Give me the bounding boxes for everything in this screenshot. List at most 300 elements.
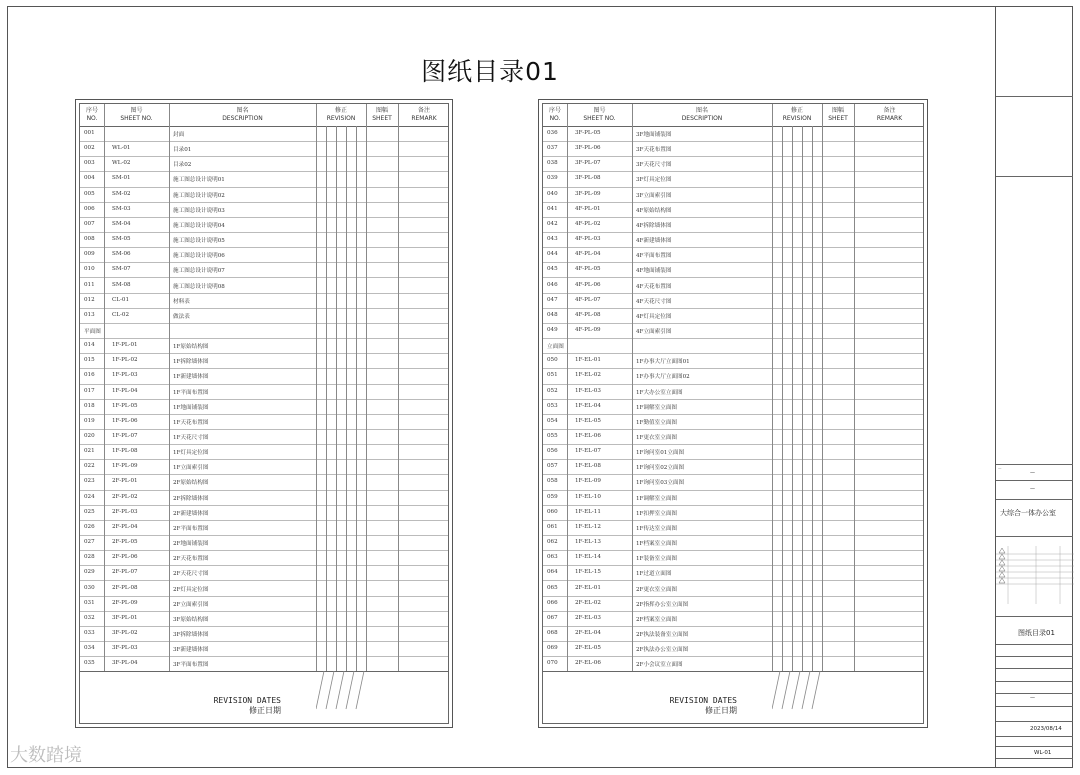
table-row	[543, 565, 923, 581]
sheet-number: 1F-EL-03	[575, 387, 601, 394]
row-number: 028	[84, 554, 95, 561]
revision-triangle-icon	[999, 578, 1005, 583]
sheet-number: 1F-PL-09	[112, 463, 138, 470]
sheet-number: 1F-EL-11	[575, 508, 601, 515]
sheet-description: 2F小会议室立面图	[636, 662, 683, 669]
revision-slant	[336, 671, 344, 709]
table-row	[80, 535, 448, 551]
sheet-description: 2F新建墙体图	[173, 510, 209, 517]
row-number: 039	[547, 175, 558, 182]
sheet-description: 1F过道立面图	[636, 571, 672, 578]
sheet-description: 施工图总设计说明05	[173, 238, 225, 245]
sheet-description: 3F新建墙体图	[173, 647, 209, 654]
sheet-number: 1F-PL-04	[112, 387, 138, 394]
sheet-number: 1F-EL-13	[575, 539, 601, 546]
table-row	[543, 490, 923, 506]
row-number: 021	[84, 448, 95, 455]
sheet-description: 1F天花布置图	[173, 419, 209, 426]
drawing-date: 2023/08/14	[1030, 726, 1062, 732]
sheet-description: 1F询问室01立面图	[636, 450, 685, 457]
row-number: 026	[84, 523, 95, 530]
sheet-number: 2F-PL-04	[112, 523, 138, 530]
sheet-description: 4F原始结构图	[636, 207, 672, 214]
sheet-number: 1F-EL-07	[575, 448, 601, 455]
row-number: 038	[547, 160, 558, 167]
row-number: 054	[547, 417, 558, 424]
sheet-description: 4F天花布置图	[636, 283, 672, 290]
header-sheet-no: 图号 SHEET NO.	[583, 107, 616, 122]
sheet-description: 3F天花尺寸图	[636, 162, 672, 169]
sheet-number: 1F-EL-08	[575, 463, 601, 470]
sheet-description: 4F立面索引图	[636, 328, 672, 335]
watermark-logo: 大数踏境	[10, 745, 82, 766]
sheet-number: 3F-PL-03	[112, 645, 138, 652]
revision-slant	[356, 671, 364, 709]
revision-subcolumn	[356, 126, 357, 671]
sheet-number: 1F-EL-15	[575, 569, 601, 576]
row-number: 046	[547, 281, 558, 288]
sheet-description: 4F新建墙体图	[636, 238, 672, 245]
row-number: 034	[84, 645, 95, 652]
sheet-number: 4F-PL-04	[575, 251, 601, 258]
table-row	[80, 505, 448, 521]
sheet-description: 1F灯具定位图	[173, 450, 209, 457]
table-row	[80, 156, 448, 172]
table-row	[80, 202, 448, 218]
sheet-description: 1F办事大厅立面图01	[636, 359, 690, 366]
table-row	[543, 596, 923, 612]
row-number: 056	[547, 448, 558, 455]
sheet-description: 1F新建墙体图	[173, 374, 209, 381]
row-number: 025	[84, 508, 95, 515]
table-row	[543, 535, 923, 551]
table-row	[543, 247, 923, 263]
table-footer-divider	[80, 671, 448, 672]
sheet-description: 1F拆除墙体图	[173, 359, 209, 366]
row-number: 007	[84, 220, 95, 227]
revision-slant	[346, 671, 354, 709]
sheet-description: 2F立面索引图	[173, 601, 209, 608]
table-row	[80, 626, 448, 642]
table-row	[80, 384, 448, 400]
table-row	[543, 641, 923, 657]
revision-subcolumn	[346, 126, 347, 671]
row-number: 005	[84, 190, 95, 197]
table-row	[80, 293, 448, 309]
sheet-description: 施工图总设计说明07	[173, 268, 225, 275]
header-remark: 备注 REMARK	[411, 107, 437, 122]
sheet-number: 3F-PL-01	[112, 614, 138, 621]
table-row	[80, 399, 448, 415]
revision-subcolumn	[802, 126, 803, 671]
sheet-description: 1F传达室立面图	[636, 525, 678, 532]
table-row	[80, 565, 448, 581]
sheet-description: 1F调解室立面图	[636, 495, 678, 502]
table-row	[543, 474, 923, 490]
table-row	[80, 141, 448, 157]
sheet-description: 1F办事大厅立面图02	[636, 374, 690, 381]
table-row	[80, 353, 448, 369]
sheet-description: 4F平面布置图	[636, 253, 672, 260]
row-number: 053	[547, 402, 558, 409]
table-row	[80, 232, 448, 248]
project-name: 大综合一体办公室	[1000, 509, 1056, 517]
table-row	[80, 641, 448, 657]
revision-triangle-icon	[999, 560, 1005, 565]
row-number: 041	[547, 205, 558, 212]
header-revision: 修正 REVISION	[782, 107, 812, 122]
sheet-description: 材料表	[173, 298, 190, 305]
sheet-number: 3F-PL-09	[575, 190, 601, 197]
table-row	[543, 126, 923, 142]
sheet-description: 1F天花尺寸图	[173, 435, 209, 441]
row-number: 033	[84, 629, 95, 636]
field-dash-1: —	[1030, 470, 1035, 476]
sheet-description: 1F扣押室立面图	[636, 510, 678, 517]
sheet-number: WL-01	[112, 145, 131, 152]
table-row	[543, 171, 923, 187]
table-row	[80, 414, 448, 430]
table-row	[543, 626, 923, 642]
sheet-number: 2F-PL-02	[112, 493, 138, 500]
sheet-description: 2F天花布置图	[173, 556, 209, 563]
sheet-number: 1F-EL-02	[575, 372, 601, 379]
revision-slant	[802, 671, 810, 709]
row-number: 047	[547, 296, 558, 303]
row-number: 003	[84, 160, 95, 167]
table-row	[543, 414, 923, 430]
table-row	[80, 171, 448, 187]
column-divider	[567, 104, 568, 671]
revision-subcolumn	[812, 126, 813, 671]
row-number: 015	[84, 357, 95, 364]
sheet-number: 1F-PL-01	[112, 342, 138, 349]
row-number: 040	[547, 190, 558, 197]
table-row	[543, 338, 923, 354]
row-number: 036	[547, 130, 558, 136]
sheet-description: 2F灯具定位图	[173, 586, 209, 593]
row-number: 019	[84, 417, 95, 424]
table-row	[80, 520, 448, 536]
table-row	[543, 550, 923, 566]
table-row	[80, 444, 448, 460]
row-number: 010	[84, 266, 95, 273]
revision-subcolumn	[336, 126, 337, 671]
sheet-number: 4F-PL-06	[575, 281, 601, 288]
sheet-description: 施工图总设计说明06	[173, 253, 225, 260]
sheet-number: SM-01	[112, 175, 131, 182]
sheet-number: 2F-PL-01	[112, 478, 138, 485]
sheet-number: 1F-EL-05	[575, 417, 601, 424]
sheet-description: 目录01	[173, 147, 192, 154]
sheet-number: 1F-PL-05	[112, 402, 138, 409]
table-row	[80, 323, 448, 339]
row-number: 031	[84, 599, 95, 606]
sheet-number: 4F-PL-02	[575, 220, 601, 227]
sheet-number: 1F-EL-09	[575, 478, 601, 485]
sheet-description: 3F地面铺装图	[636, 132, 672, 138]
header-no: 序号 NO.	[85, 107, 98, 122]
table-row	[543, 399, 923, 415]
revision-date-slants	[772, 671, 832, 711]
row-number: 055	[547, 433, 558, 439]
row-number: 001	[84, 130, 95, 136]
header-sheet: 图幅 SHEET	[372, 107, 392, 122]
table-row	[80, 611, 448, 627]
drawing-index-table-left	[75, 99, 453, 728]
sheet-number: 2F-EL-05	[575, 645, 601, 652]
sheet-number: 3F-PL-02	[112, 629, 138, 636]
sheet-number: 1F-PL-07	[112, 433, 138, 439]
table-row	[543, 217, 923, 233]
sheet-number: 1F-PL-06	[112, 417, 138, 424]
drawing-title: 图纸目录01	[1018, 629, 1055, 637]
sheet-number: 4F-PL-03	[575, 236, 601, 243]
table-row	[543, 187, 923, 203]
row-number: 011	[84, 281, 95, 288]
table-row	[543, 444, 923, 460]
sheet-description: 封面	[173, 132, 185, 138]
table-header	[80, 104, 448, 127]
sheet-number: 2F-EL-03	[575, 614, 601, 621]
sheet-description: 施工图总设计说明01	[173, 177, 225, 184]
revision-triangle-icon	[999, 566, 1005, 571]
row-number: 066	[547, 599, 558, 606]
table-row	[543, 505, 923, 521]
sheet-number: 1F-EL-06	[575, 433, 601, 439]
table-row	[543, 611, 923, 627]
sheet-description: 4F天花尺寸图	[636, 298, 672, 305]
table-row	[80, 126, 448, 142]
revision-triangle-icon	[999, 572, 1005, 577]
sheet-description: 1F档案室立面图	[636, 541, 678, 548]
revision-date-slants	[316, 671, 376, 711]
table-row	[80, 187, 448, 203]
sheet-number: CL-01	[112, 296, 130, 303]
sheet-description: 3F天花布置图	[636, 147, 672, 154]
sheet-number: SM-06	[112, 251, 131, 258]
row-number: 042	[547, 220, 558, 227]
sheet-description: 施工图总设计说明04	[173, 222, 225, 229]
row-number: 057	[547, 463, 558, 470]
table-row	[80, 490, 448, 506]
column-divider	[772, 104, 773, 671]
sheet-number: SM-03	[112, 205, 131, 212]
table-row	[543, 353, 923, 369]
sheet-number: 4F-PL-07	[575, 296, 601, 303]
row-number: 050	[547, 357, 558, 364]
column-divider	[316, 104, 317, 671]
sheet-number: SM-08	[112, 281, 131, 288]
row-number: 023	[84, 478, 95, 485]
sheet-number: 2F-PL-08	[112, 584, 138, 591]
sheet-description: 3F灯具定位图	[636, 177, 672, 184]
sheet-description: 1F调解室立面图	[636, 404, 678, 411]
sheet-number: SM-02	[112, 190, 131, 197]
field-dash-3: —	[1030, 695, 1035, 701]
sheet-description: 2F拆除墙体图	[173, 495, 209, 502]
sheet-description: 1F更衣室立面图	[636, 435, 678, 441]
row-number: 068	[547, 629, 558, 636]
sheet-description: 1F勤值室立面图	[636, 419, 678, 426]
row-number: 022	[84, 463, 95, 470]
sheet-number: 2F-EL-04	[575, 629, 601, 636]
row-number: 049	[547, 326, 558, 333]
sheet-number: 1F-EL-04	[575, 402, 601, 409]
table-row	[543, 141, 923, 157]
revision-slant	[812, 671, 820, 709]
row-number: 062	[547, 539, 558, 546]
header-sheet-no: 图号 SHEET NO.	[120, 107, 153, 122]
sheet-number: 2F-EL-06	[575, 660, 601, 667]
sheet-description: 2F执法装备室立面图	[636, 631, 689, 638]
title-block: — — — 大综合一体办公室 图纸目录01 — 2023/08/14 WL-01	[995, 6, 1073, 768]
table-row	[543, 293, 923, 309]
revision-subcolumn	[792, 126, 793, 671]
table-row	[543, 202, 923, 218]
column-divider	[366, 104, 367, 671]
header-remark: 备注 REMARK	[876, 107, 903, 122]
revision-log	[996, 546, 1074, 606]
sheet-number: 1F-PL-08	[112, 448, 138, 455]
revision-dates-label: REVISION DATES 修正日期	[669, 696, 737, 716]
sheet-number: 2F-EL-01	[575, 584, 601, 591]
sheet-number: 2F-EL-02	[575, 599, 601, 606]
sheet-description: 1F询问室03立面图	[636, 480, 685, 487]
sheet-description: 3F原始结构图	[173, 616, 209, 623]
table-row	[543, 232, 923, 248]
table-row	[80, 459, 448, 475]
sheet-number: 1F-EL-14	[575, 554, 601, 561]
column-divider	[169, 104, 170, 671]
sheet-number: CL-02	[112, 311, 130, 318]
sheet-number: 3F-PL-07	[575, 160, 601, 167]
sheet-description: 1F立面索引图	[173, 465, 209, 472]
row-number: 061	[547, 523, 558, 530]
sheet-number: 4F-PL-08	[575, 311, 601, 318]
sheet-description: 2F地面铺装图	[173, 541, 209, 548]
row-number: 063	[547, 554, 558, 561]
row-number: 070	[547, 660, 558, 667]
table-row	[80, 474, 448, 490]
page-title: 图纸目录01	[421, 57, 559, 86]
row-number: 044	[547, 251, 558, 258]
sheet-number: 3F-PL-06	[575, 145, 601, 152]
sheet-description: 1F询问室02立面图	[636, 465, 685, 472]
sheet-description: 2F档案室立面图	[636, 616, 678, 623]
field-dash-2: —	[1030, 486, 1035, 492]
sheet-number: 4F-PL-05	[575, 266, 601, 273]
sheet-number: 2F-PL-06	[112, 554, 138, 561]
drawing-number: WL-01	[1034, 750, 1052, 756]
drawing-index-table-right	[538, 99, 928, 728]
sheet-description: 4F灯具定位图	[636, 313, 672, 320]
row-number: 067	[547, 614, 558, 621]
sheet-description: 目录02	[173, 162, 192, 169]
row-number: 平面图	[84, 328, 101, 335]
table-footer-divider	[543, 671, 923, 672]
sheet-description: 4F地面铺装图	[636, 268, 672, 275]
row-number: 014	[84, 342, 95, 349]
table-row	[80, 262, 448, 278]
sheet-description: 2F更衣室立面图	[636, 586, 678, 593]
sheet-number: 1F-EL-01	[575, 357, 601, 364]
sheet-description: 1F装备室立面图	[636, 556, 678, 563]
row-number: 059	[547, 493, 558, 500]
row-number: 051	[547, 372, 558, 379]
table-row	[543, 384, 923, 400]
row-number: 017	[84, 387, 95, 394]
row-number: 008	[84, 236, 95, 243]
sheet-description: 2F平面布置图	[173, 525, 209, 532]
revision-triangle-icon	[999, 548, 1005, 553]
column-divider	[822, 104, 823, 671]
sheet-number: 1F-EL-12	[575, 523, 601, 530]
table-row	[80, 308, 448, 324]
sheet-number: 1F-EL-10	[575, 493, 601, 500]
revision-slant	[316, 671, 324, 709]
sheet-number: WL-02	[112, 160, 131, 167]
header-sheet: 图幅 SHEET	[828, 107, 848, 122]
table-row	[543, 459, 923, 475]
header-description: 图名 DESCRIPTION	[222, 107, 263, 122]
column-divider	[104, 104, 105, 671]
row-number: 027	[84, 539, 95, 546]
row-number: 002	[84, 145, 95, 152]
row-number: 045	[547, 266, 558, 273]
sheet-description: 2F天花尺寸图	[173, 571, 209, 578]
sheet-description: 3F拆除墙体图	[173, 631, 209, 638]
revision-triangles	[996, 546, 1074, 606]
revision-slant	[326, 671, 334, 709]
row-number: 012	[84, 296, 95, 303]
revision-slant	[782, 671, 790, 709]
sheet-description: 1F平面布置图	[173, 389, 209, 396]
table-row	[80, 278, 448, 294]
row-number: 030	[84, 584, 95, 591]
sheet-description: 1F原始结构图	[173, 344, 209, 351]
table-row	[80, 581, 448, 597]
sheet-number: 3F-PL-08	[575, 175, 601, 182]
row-number: 006	[84, 205, 95, 212]
sheet-number: 1F-PL-02	[112, 357, 138, 364]
table-row	[80, 429, 448, 445]
sheet-description: 施工图总设计说明02	[173, 192, 225, 199]
revision-triangle-icon	[999, 554, 1005, 559]
row-number: 064	[547, 569, 558, 576]
table-row	[543, 156, 923, 172]
revision-subcolumn	[782, 126, 783, 671]
column-divider	[398, 104, 399, 671]
header-no: 序号 NO.	[548, 107, 561, 122]
sheet-number: 4F-PL-01	[575, 205, 601, 212]
row-number: 060	[547, 508, 558, 515]
table-row	[543, 308, 923, 324]
sheet-number: 4F-PL-09	[575, 326, 601, 333]
sheet-number: 2F-PL-07	[112, 569, 138, 576]
revision-slant	[792, 671, 800, 709]
sheet-description: 1F大办公室立面图	[636, 389, 683, 396]
table-row	[80, 656, 448, 672]
row-number: 029	[84, 569, 95, 576]
sheet-number: SM-05	[112, 236, 131, 243]
table-header	[543, 104, 923, 127]
sheet-description: 1F地面铺装图	[173, 404, 209, 411]
header-description: 图名 DESCRIPTION	[681, 107, 723, 122]
sheet-number: 3F-PL-05	[575, 130, 601, 136]
sheet-number: 2F-PL-09	[112, 599, 138, 606]
sheet-number: 1F-PL-03	[112, 372, 138, 379]
